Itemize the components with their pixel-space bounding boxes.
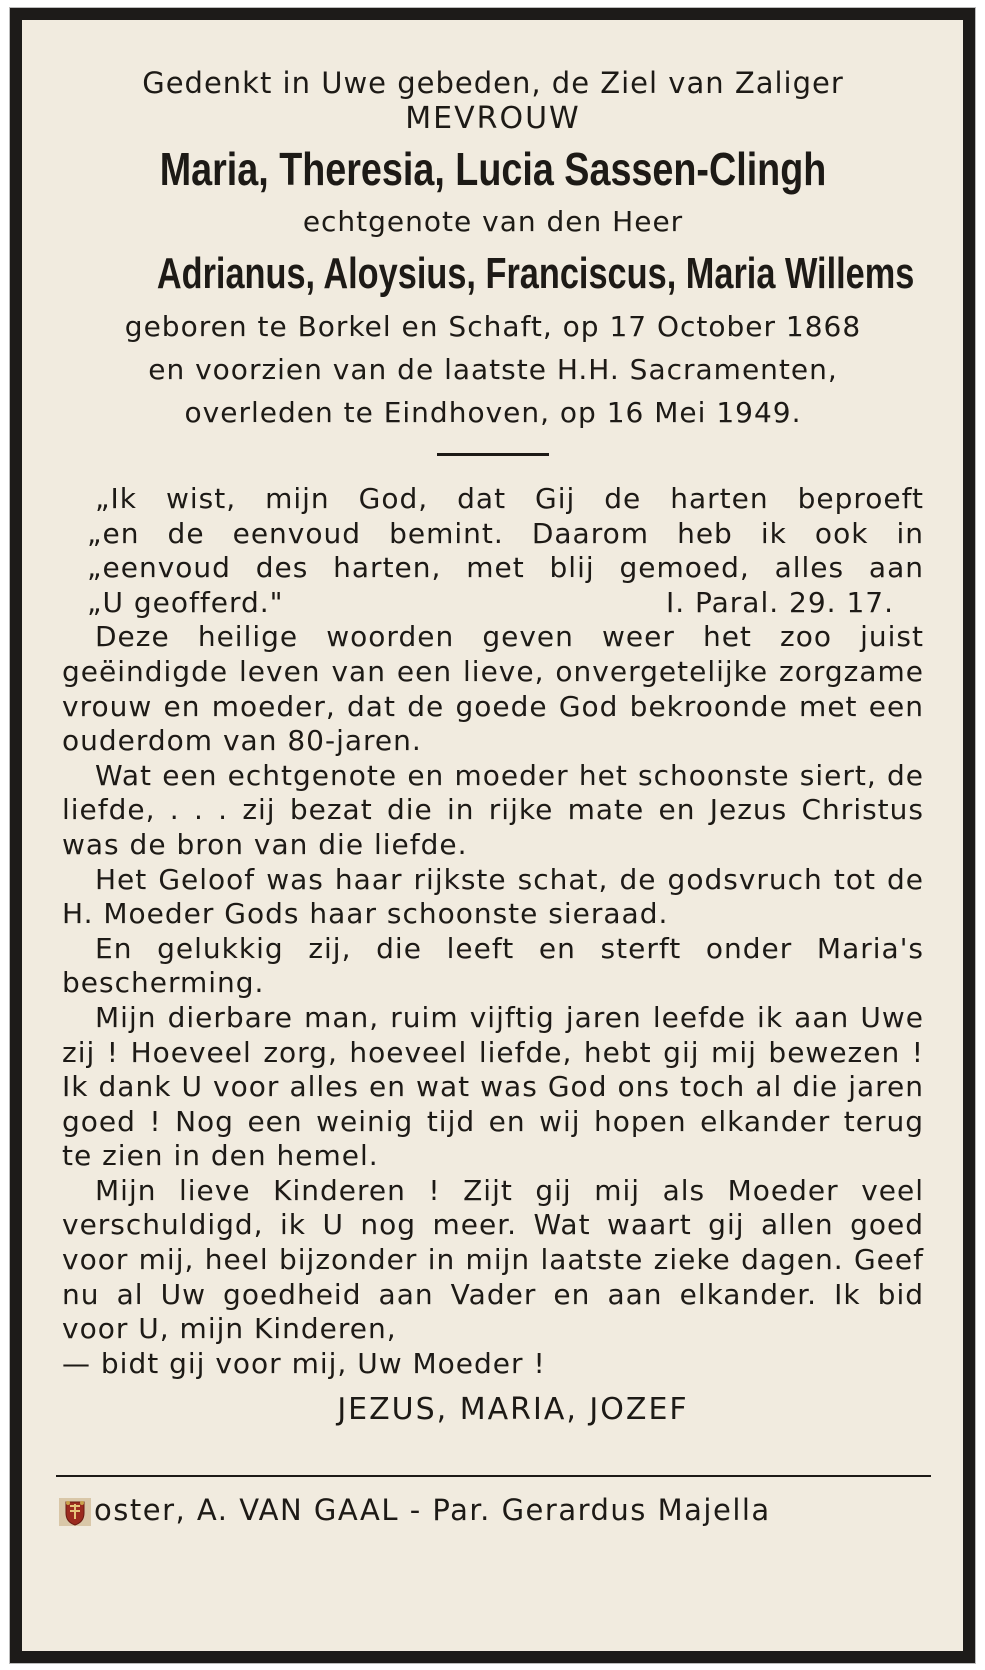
memorial-text [62, 482, 924, 1381]
bio-line-sacraments: en voorzien van de laatste H.H. Sacramenten, [148, 353, 838, 386]
quote-last-line: „U geofferd." [87, 585, 284, 619]
quote-line: „Ik wist, mijn God, dat Gij de harten beproeft [95, 482, 924, 515]
quote-line: „eenvoud des harten, met blij gemoed, alles aan [87, 551, 924, 585]
bio-line-death: overleden te Eindhoven, op 16 Mei 1949. [184, 396, 802, 429]
scripture-quote [62, 482, 924, 620]
spouse-name: Adrianus, Aloysius, Franciscus, Maria Willems [156, 249, 915, 298]
footer-text: oster, A. VAN GAAL - Par. Gerardus Majella [94, 1493, 771, 1527]
footer-rule [56, 1475, 931, 1477]
intro-line: Gedenkt in Uwe gebeden, de Ziel van Zaliger [142, 66, 844, 100]
paragraph: Wat een echtgenote en moeder het schoonste siert, de liefde, . . . zij bezat die in rijke mate en Jezus Christus was de bron van die liefde. [62, 758, 924, 861]
section-divider [437, 453, 549, 456]
closing-invocation: JEZUS, MARIA, JOZEF [337, 1392, 689, 1428]
card-content [62, 65, 924, 1431]
scripture-reference: I. Paral. 29. 17. [665, 585, 894, 619]
deceased-name: Maria, Theresia, Lucia Sassen-Clingh [159, 143, 827, 195]
paragraph: Het Geloof was haar rijkste schat, de godsvruch tot de H. Moeder Gods haar schoonste sieraad. [62, 862, 924, 931]
title-prefix: MEVROUW [405, 101, 581, 136]
prayer-card [10, 8, 975, 1663]
paragraph: Mijn lieve Kinderen ! Zijt gij mij als Moeder veel verschuldigd, ik U nog meer. Wat waart gij allen goed voor mij, heel bijzonder in mijn laatste zieke dagen. Geef nu al Uw goedheid aan Vader en aan elkander. Ik bid voor U, mijn Kinderen, [62, 1173, 924, 1346]
quote-line: „en de eenvoud bemint. Daarom heb ik ook in [87, 516, 924, 550]
bio-line-birth: geboren te Borkel en Schaft, op 17 October 1868 [124, 310, 862, 343]
paragraph: En gelukkig zij, die leeft en sterft onder Maria's bescherming. [62, 931, 924, 1000]
relation-line: echtgenote van den Heer [302, 205, 684, 238]
paragraph-signoff: — bidt gij voor mij, Uw Moeder ! [62, 1346, 546, 1380]
paragraph: Mijn dierbare man, ruim vijftig jaren leefde ik aan Uwe zij ! Hoeveel zorg, hoeveel liefde, hebt gij mij bewezen ! Ik dank U voor alles en wat was God ons toch al die jaren goed ! Nog een weinig tijd en wij hopen elkander terug te zien in den hemel. [62, 1000, 924, 1173]
paragraph: Deze heilige woorden geven weer het zoo juist geëindigde leven van een lieve, onvergetelijke zorgzame vrouw en moeder, dat de goede God bekroonde met een ouderdom van 80-jaren. [62, 620, 924, 758]
printer-seal-icon [58, 1497, 92, 1527]
printer-footer [58, 1490, 938, 1530]
quote-closing-line [87, 586, 924, 621]
